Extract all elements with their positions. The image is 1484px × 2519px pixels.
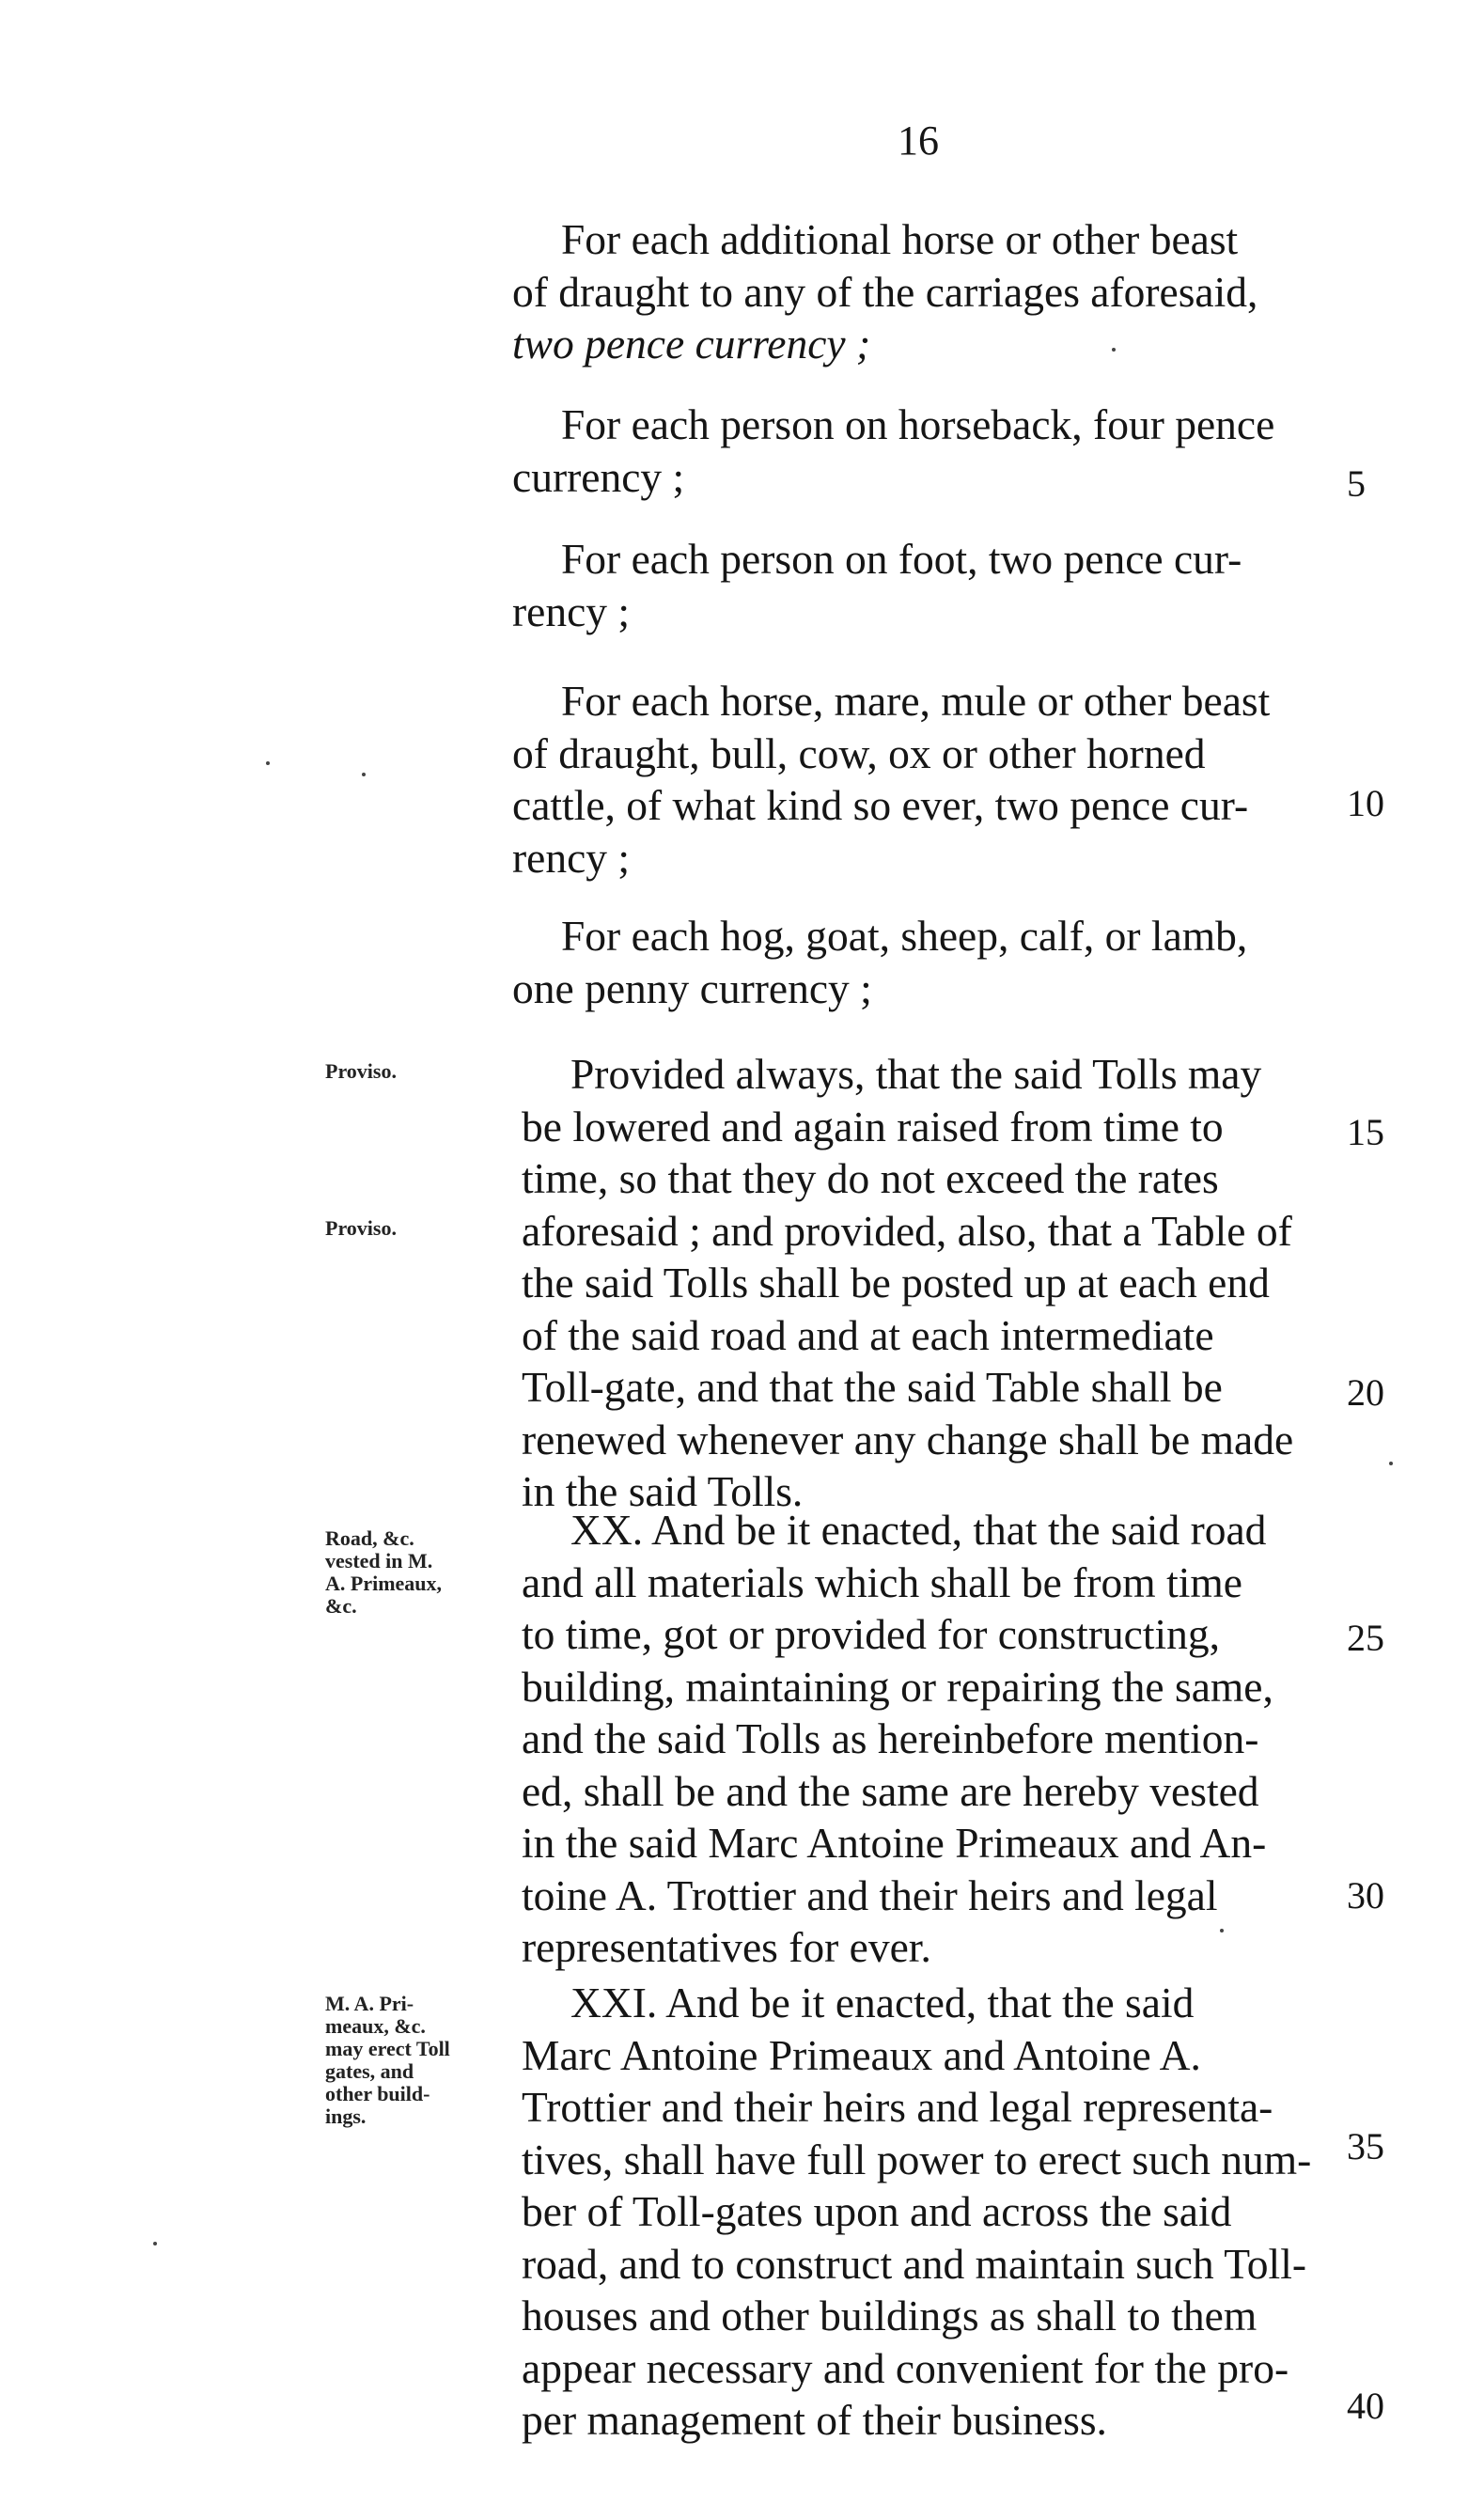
- text-line: representatives for ever.: [522, 1923, 931, 1971]
- margin-note-toll-gates: [325, 1993, 450, 2128]
- text-line: two pence currency ;: [512, 320, 871, 368]
- margin-note-line: ings.: [325, 2104, 367, 2128]
- margin-note-line: A. Primeaux,: [325, 1572, 443, 1595]
- text-line: road, and to construct and maintain such Toll-: [522, 2239, 1306, 2288]
- line-number: 15: [1347, 1111, 1384, 1153]
- text-line: time, so that they do not exceed the rates: [522, 1154, 1219, 1202]
- text-line: Provided always, that the said Tolls may: [570, 1050, 1262, 1098]
- text-line: tives, shall have full power to erect such num-: [522, 2135, 1312, 2183]
- text-line: building, maintaining or repairing the same,: [522, 1662, 1273, 1711]
- text-line: Marc Antoine Primeaux and Antoine A.: [522, 2030, 1201, 2079]
- text-line: For each person on horseback, four pence: [561, 400, 1275, 448]
- scan-speck: [153, 2242, 157, 2245]
- margin-note-line: may erect Toll: [325, 2037, 450, 2060]
- margin-note-line: meaux, &c.: [325, 2014, 426, 2038]
- line-number: 35: [1347, 2125, 1384, 2167]
- text-line: the said Tolls shall be posted up at each end: [522, 1259, 1270, 1306]
- text-line: renewed whenever any change shall be made: [522, 1415, 1294, 1463]
- paragraph-additional-horse: [512, 213, 1332, 370]
- text-line: XX. And be it enacted, that the said road: [570, 1506, 1267, 1554]
- text-line: rency ;: [512, 587, 631, 635]
- line-number: 5: [1347, 462, 1366, 505]
- margin-note-line: other build-: [325, 2082, 430, 2105]
- scan-speck: [1220, 1929, 1224, 1932]
- text-line: and the said Tolls as hereinbefore mention-: [522, 1714, 1259, 1762]
- text-line: one penny currency ;: [512, 963, 872, 1012]
- margin-note-proviso: [325, 1060, 397, 1083]
- text-line: and all materials which shall be from time: [522, 1557, 1242, 1606]
- margin-note-proviso: [325, 1217, 397, 1240]
- text-line: rency ;: [512, 833, 631, 882]
- text-line: For each additional horse or other beast: [561, 215, 1239, 263]
- text-line: cattle, of what kind so ever, two pence cur-: [512, 781, 1249, 829]
- text-line: For each hog, goat, sheep, calf, or lamb,: [561, 912, 1248, 960]
- text-line: ed, shall be and the same are hereby vested: [522, 1766, 1259, 1815]
- line-number: 20: [1347, 1371, 1384, 1414]
- text-line: For each person on foot, two pence cur-: [561, 535, 1242, 583]
- line-number: 40: [1347, 2385, 1384, 2427]
- text-line: in the said Marc Antoine Primeaux and An-: [522, 1819, 1267, 1867]
- text-line: of draught, bull, cow, ox or other horned: [512, 728, 1206, 777]
- text-line: currency ;: [512, 452, 685, 501]
- paragraph-horseback: [512, 399, 1332, 503]
- margin-note-line: &c.: [325, 1594, 357, 1618]
- text-line: appear necessary and convenient for the pro-: [522, 2343, 1289, 2392]
- margin-note-line: Proviso.: [325, 1059, 397, 1083]
- paragraph-section-xxi: [522, 1977, 1332, 2447]
- text-line: aforesaid ; and provided, also, that a Table of: [522, 1206, 1292, 1255]
- paragraph-section-xx: [522, 1504, 1332, 1974]
- line-number: 10: [1347, 782, 1384, 824]
- margin-note-road-vested: [325, 1527, 442, 1618]
- scan-speck: [1389, 1462, 1393, 1465]
- line-number: 25: [1347, 1617, 1384, 1659]
- text-line: ber of Toll-gates upon and across the said: [522, 2187, 1232, 2235]
- text-line: Trottier and their heirs and legal representa-: [522, 2083, 1273, 2131]
- text-line: toine A. Trottier and their heirs and legal: [522, 1870, 1218, 1919]
- margin-note-line: vested in M.: [325, 1549, 433, 1572]
- margin-note-line: Proviso.: [325, 1216, 397, 1240]
- text-line: to time, got or provided for constructing,: [522, 1610, 1221, 1658]
- scan-speck: [1112, 348, 1116, 352]
- text-line: of draught to any of the carriages aforesaid,: [512, 267, 1258, 316]
- text-line: in the said Tolls.: [522, 1467, 804, 1515]
- text-line: houses and other buildings as shall to them: [522, 2292, 1257, 2339]
- text-line: XXI. And be it enacted, that the said: [570, 1979, 1195, 2026]
- paragraph-hog-goat: [512, 910, 1332, 1014]
- scan-speck: [266, 761, 270, 765]
- text-line: be lowered and again raised from time to: [522, 1102, 1224, 1150]
- paragraph-foot: [512, 533, 1332, 637]
- scan-speck: [362, 773, 366, 776]
- margin-note-line: gates, and: [325, 2059, 414, 2083]
- text-line: Toll-gate, and that the said Table shall be: [522, 1363, 1223, 1411]
- paragraph-horse-mare: [512, 675, 1332, 884]
- text-line: For each horse, mare, mule or other beast: [561, 677, 1271, 725]
- line-number: 30: [1347, 1874, 1384, 1917]
- paragraph-proviso: [522, 1048, 1332, 1518]
- margin-note-line: Road, &c.: [325, 1526, 414, 1550]
- margin-note-line: M. A. Pri-: [325, 1992, 414, 2015]
- page-number: 16: [898, 117, 939, 164]
- text-line: of the said road and at each intermediate: [522, 1310, 1214, 1359]
- text-line: per management of their business.: [522, 2396, 1107, 2444]
